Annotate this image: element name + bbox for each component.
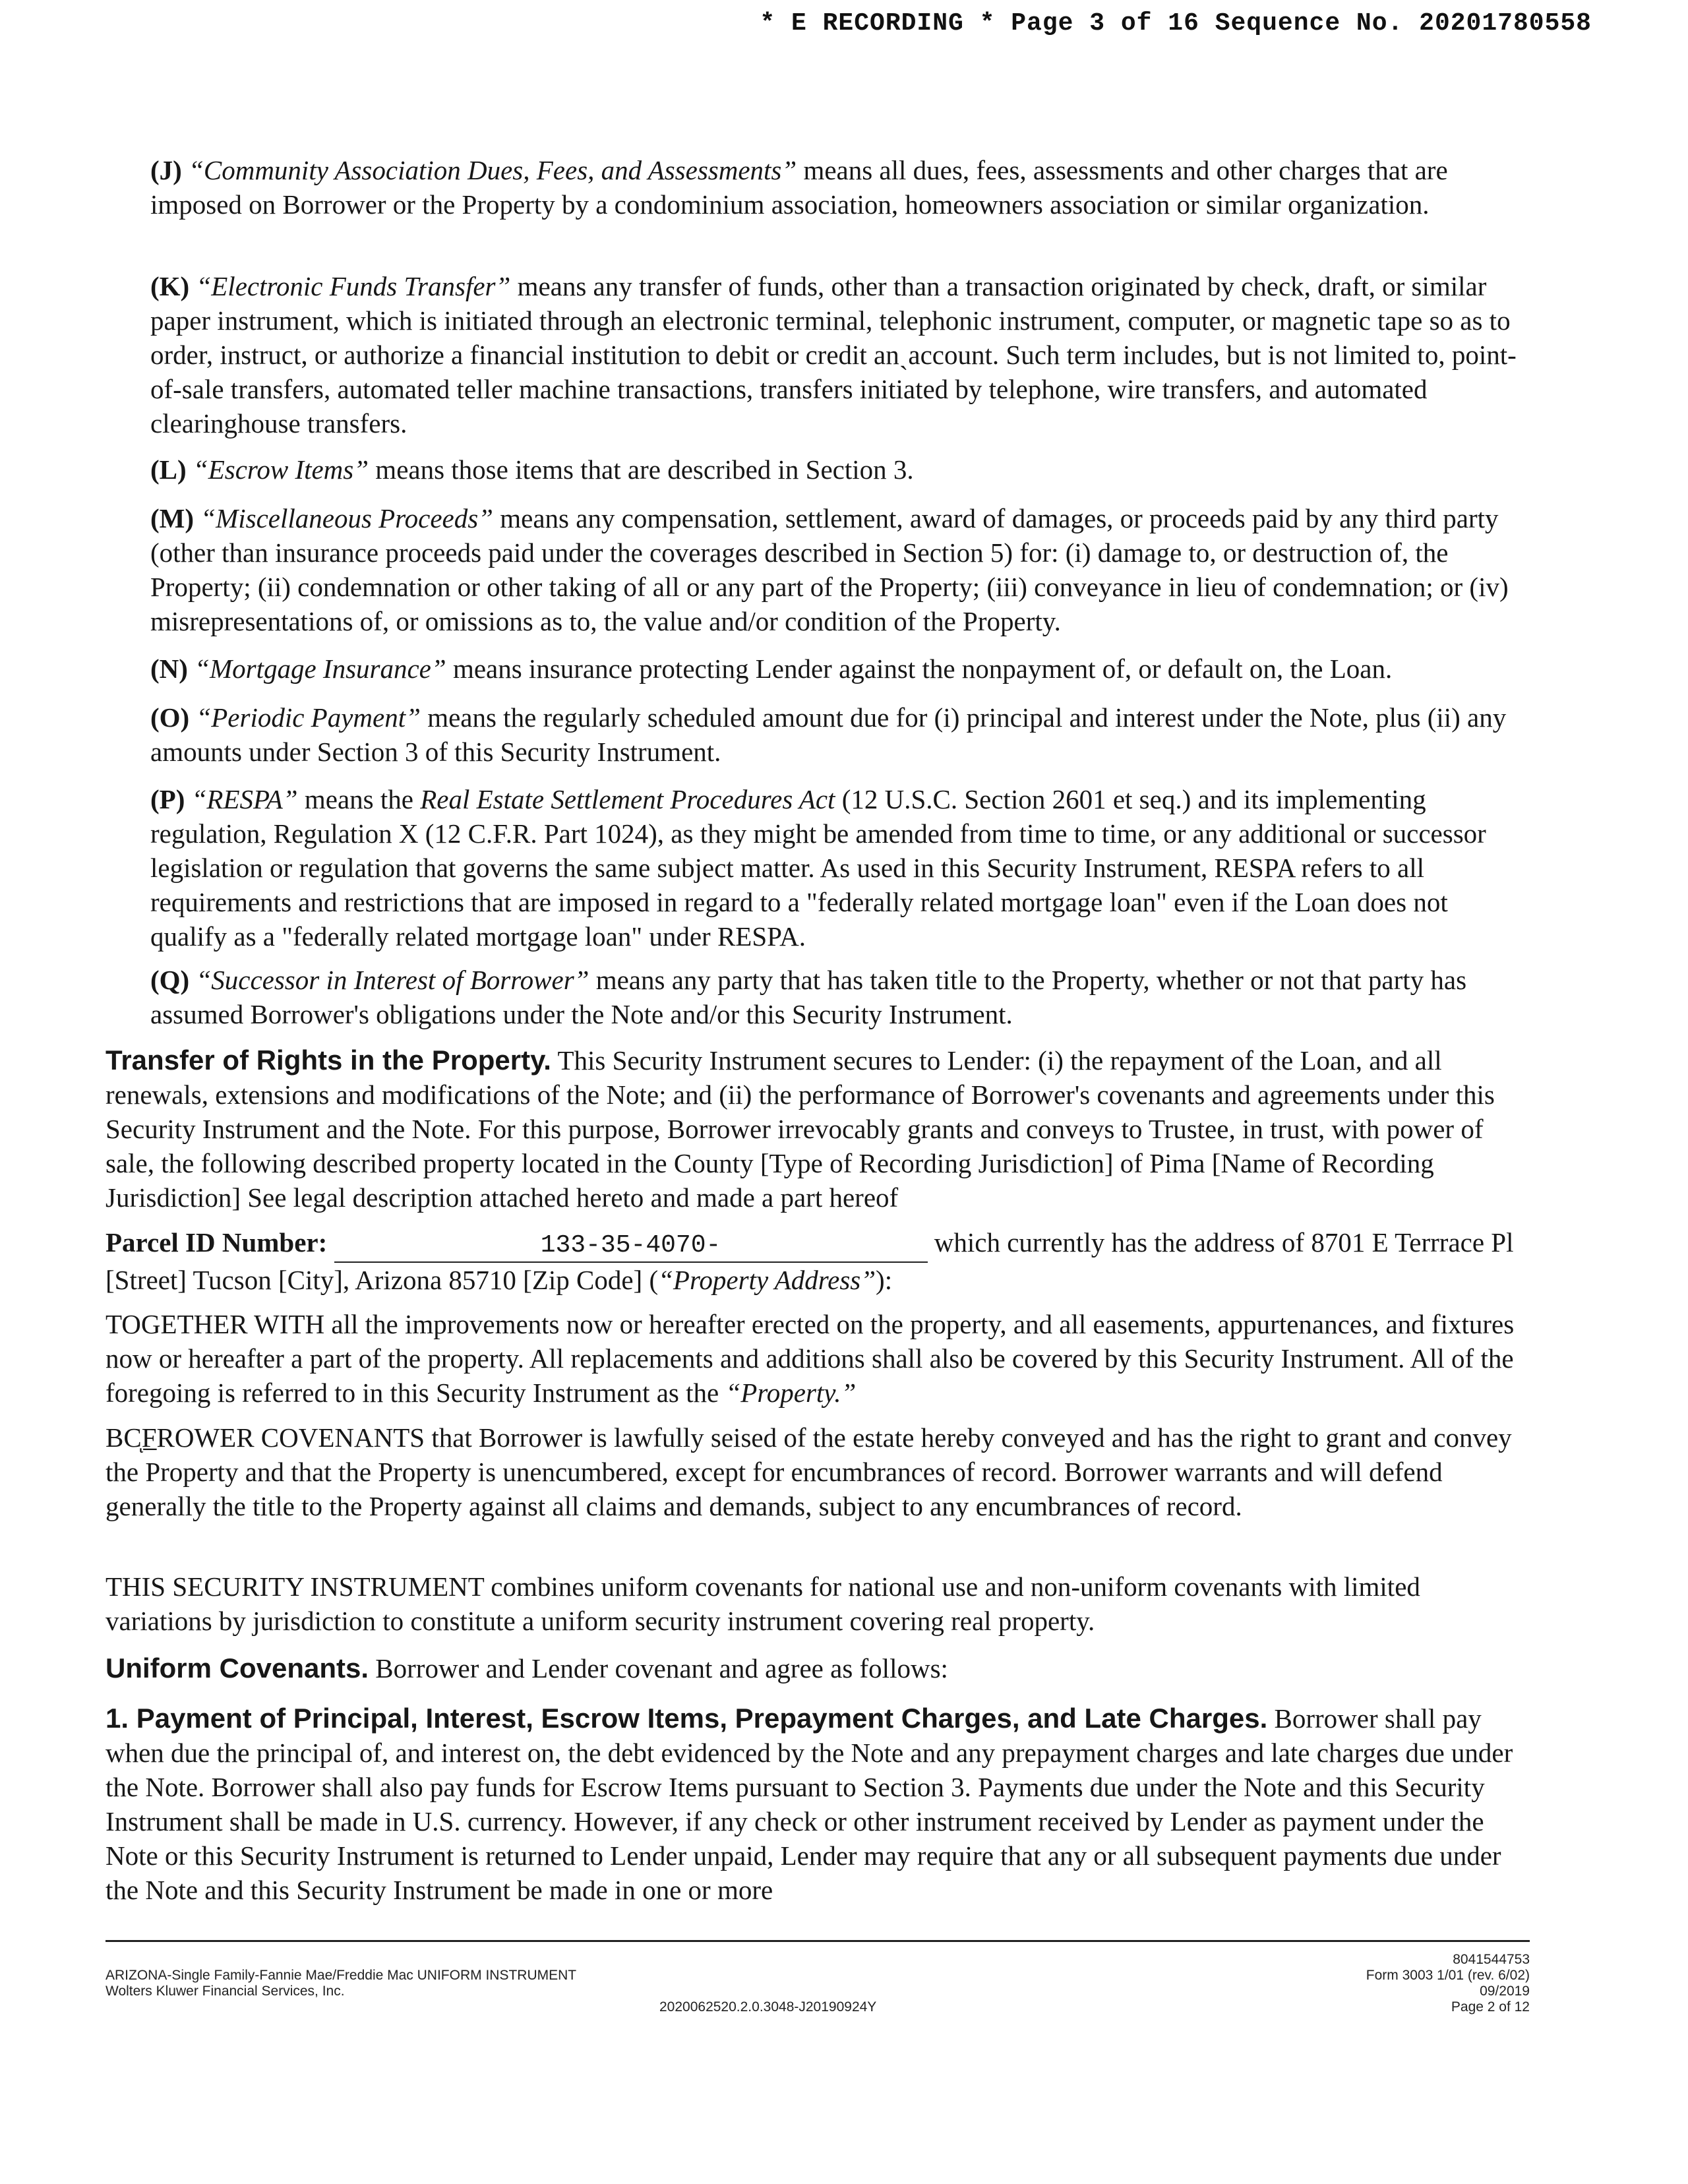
definition-term: “Electronic Funds Transfer” (196, 271, 511, 301)
definition-text: (12 U.S.C. Section 2601 et seq.) and its implementing regulation, Regulation X (12 C.F.R. Part 1024), as they might be amended from time to time, or any additional or successor legislation or regulation that governs the same subject matter. As used in this Security Instrument, RESPA refers to all requirements and restrictions that are imposed in regard to a "federally related mortgage loan" even if the Loan does not qualify as a "federally related mortgage loan" under RESPA. (150, 784, 1486, 952)
definition-term: “Escrow Items” (193, 454, 369, 485)
borrower-covenants (106, 1420, 1530, 1523)
definition-text: means any transfer of funds, other than a transaction originated by check, draft, or similar paper instrument, which is initiated through an electronic terminal, telephonic instrument, computer, or magnetic tape so as to order, instruct, or authorize a financial institution to debit or credit anˎaccount. Such term includes, but is not limited to, point-of-sale transfers, automated teller machine transactions, transfers initiated by telephone, wire transfers, and automated clearinghouse transfers. (150, 271, 1517, 439)
parcel-id (106, 1225, 1530, 1297)
definition-label: (M) (150, 503, 195, 533)
parcel-id-label: Parcel ID Number: (106, 1227, 328, 1258)
parcel-id-value: 133-35-4070- (334, 1231, 928, 1263)
definition-label: (Q) (150, 965, 190, 995)
footer-divider (106, 1940, 1530, 1942)
definition-text: means the regularly scheduled amount due for (i) principal and interest under the Note, plus (ii) any amounts under Section 3 of this Security Instrument. (150, 702, 1507, 767)
definition-term: “Successor in Interest of Borrower” (196, 965, 589, 995)
definition-p (150, 782, 1530, 954)
definition-l (150, 452, 1530, 487)
transfer-of-rights (106, 1043, 1530, 1215)
definition-text: means any party that has taken title to the Property, whether or not that party has assumed Borrower's obligations under the Note and/or this Security Instrument. (150, 965, 1467, 1029)
definition-term: “RESPA” (191, 784, 298, 814)
section-heading: 1. Payment of Principal, Interest, Escrow Items, Prepayment Charges, and Late Charges. (106, 1703, 1268, 1734)
uniform-covenants (106, 1651, 1530, 1685)
definition-text: means the (297, 784, 421, 814)
definition-text: means those items that are described in Section 3. (369, 454, 914, 485)
property-term: “Property.” (725, 1378, 857, 1408)
definition-label: (O) (150, 702, 190, 733)
security-instrument (106, 1569, 1530, 1638)
property-address-term: “Property Address” (658, 1265, 876, 1295)
definition-term: “Mortgage Insurance” (195, 653, 446, 684)
loan-number: 8041544753 (1453, 1952, 1530, 1967)
definition-n (150, 652, 1530, 686)
definition-text: means any compensation, settlement, award of damages, or proceeds paid by any third party (other than insurance proceeds paid under the coverages described in Section 5) for: (i) damage to, or destruction of, the Property; (ii) condemnation or other taking of all or any part of the Property; (iii) conveyance in lieu of condemnation; or (iv) misrepresentations of, or omissions as to, the value and/or condition of the Property. (150, 503, 1509, 636)
footer-left (106, 1968, 576, 1999)
form-number: Form 3003 1/01 (rev. 6/02) (1366, 1968, 1530, 1983)
section-heading: Uniform Covenants. (106, 1653, 369, 1684)
definition-label: (N) (150, 653, 188, 684)
section-text: Borrower shall pay when due the principal of, and interest on, the debt evidenced by the Note and any prepayment charges and late charges due under the Note. Borrower shall also pay funds for Escrow Items pursuant to Section 3. Payments due under the Note and this Security Instrument shall be made in U.S. currency. However, if any check or other instrument received by Lender as payment under the Note or this Security Instrument is returned to Lender unpaid, Lender may require that any or all subsequent payments due under the Note and this Security Instrument be made in one or more (106, 1703, 1513, 1905)
definition-label: (L) (150, 454, 187, 485)
security-instrument-text: THIS SECURITY INSTRUMENT combines uniform covenants for national use and non-uniform covenants with limited variations by jurisdiction to constitute a uniform security instrument covering real property. (106, 1571, 1420, 1636)
act-title: Real Estate Settlement Procedures Act (420, 784, 835, 814)
definition-k (150, 269, 1530, 440)
recording-stamp: * E RECORDING * Page 3 of 16 Sequence No. 20201780558 (760, 9, 1592, 38)
definition-term: “Miscellaneous Proceeds” (200, 503, 493, 533)
definition-label: (K) (150, 271, 190, 301)
document-code: 2020062520.2.0.3048-J20190924Y (659, 1999, 877, 2015)
parcel-text: which currently has the address of 8701 E Terrrace Pl [Street] Tucson [City], Arizona 85710 [Zip Code] ( (106, 1227, 1514, 1295)
section-1 (106, 1701, 1530, 1907)
definition-text: means all dues, fees, assessments and other charges that are imposed on Borrower or the Property by a condominium association, homeowners association or similar organization. (150, 155, 1448, 220)
publisher: Wolters Kluwer Financial Services, Inc. (106, 1984, 345, 1999)
definition-term: “Community Association Dues, Fees, and Assessments” (189, 155, 797, 185)
section-text: This Security Instrument secures to Lender: (i) the repayment of the Loan, and all renewals, extensions and modifications of the Note; and (ii) the performance of Borrower's covenants and agreements under this Security Instrument and the Note. For this purpose, Borrower irrevocably grants and conveys to Trustee, in trust, with power of sale, the following described property located in the County [Type of Recording Jurisdiction] of Pima [Name of Recording Jurisdiction] See legal description attached hereto and made a part hereof (106, 1045, 1495, 1213)
definition-m (150, 501, 1530, 638)
together-text: TOGETHER WITH all the improvements now or hereafter erected on the property, and all easements, appurtenances, and fixtures now or hereafter a part of the property. All replacements and additions shall also be covered by this Security Instrument. All of the foregoing is referred to in this Security Instrument as the (106, 1309, 1515, 1408)
definition-j (150, 153, 1530, 222)
parcel-text-end: ): (876, 1265, 893, 1295)
definition-o (150, 700, 1530, 769)
definition-term: “Periodic Payment” (196, 702, 421, 733)
definition-q (150, 963, 1530, 1031)
footer-right (1366, 1952, 1530, 2015)
definition-label: (J) (150, 155, 182, 185)
definition-label: (P) (150, 784, 185, 814)
together-with (106, 1307, 1530, 1410)
borrower-covenants-text: BCͅF̲ROWER COVENANTS that Borrower is lawfully seised of the estate hereby conveyed and has the right to grant and convey the Property and that the Property is unencumbered, except for encumbrances of record. Borrower warrants and will defend generally the title to the Property against all claims and demands, subject to any encumbrances of record. (106, 1422, 1512, 1521)
section-text: Borrower and Lender covenant and agree as follows: (369, 1653, 948, 1684)
section-heading: Transfer of Rights in the Property. (106, 1045, 551, 1076)
page-number: Page 2 of 12 (1451, 1999, 1530, 2015)
definition-text: means insurance protecting Lender against the nonpayment of, or default on, the Loan. (446, 653, 1393, 684)
form-title: ARIZONA-Single Family-Fannie Mae/Freddie Mac UNIFORM INSTRUMENT (106, 1968, 577, 1983)
form-date: 09/2019 (1480, 1984, 1530, 1999)
